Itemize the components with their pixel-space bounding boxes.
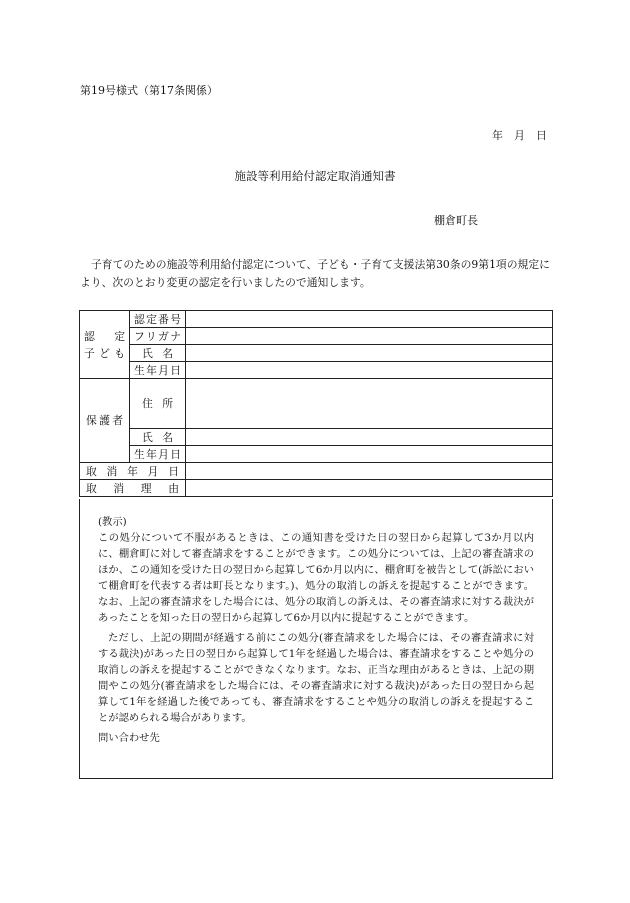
cancel-reason-label: 取消理由 <box>80 480 186 497</box>
child-birthdate-label: 生年月日 <box>130 362 186 379</box>
address-label: 住所 <box>130 379 186 429</box>
cert-number-field[interactable] <box>186 311 553 328</box>
form-number: 第19号様式（第17条関係） <box>80 84 218 97</box>
child-group-line1: 認 定 <box>84 329 125 343</box>
guardian-birthdate-label: 生年月日 <box>130 446 186 463</box>
child-birthdate-field[interactable] <box>186 362 553 379</box>
child-group-line2: 子ども <box>84 346 125 360</box>
body-text: 子育てのための施設等利用給付認定について、子ども・子育て支援法第30条の9第1項の規定により、次のとおり変更の認定を行いましたので通知します。 <box>80 258 550 289</box>
notice-box <box>79 499 553 779</box>
guardian-group-label: 保護者 <box>80 379 130 463</box>
certification-table <box>79 310 553 497</box>
furigana-label: フリガナ <box>130 328 186 345</box>
notice-para2: ただし、上記の期間が経過する前にこの処分(審査請求をした場合には、その審査請求に対する裁決)があった日の翌日から起算して1年を経過した場合は、審査請求をすることや処分の取消しの訴えを提起することができなくなります。なお、正当な理由があるときは、上記の期間やこの処分(審査請求をした場合には、その審査請求に対する裁決)があった日の翌日から起算して1年を経過した後であっても、審査請求をすることや処分の取消しの訴えを提起することが認められる場合があります。 <box>98 632 534 724</box>
cancel-date-field[interactable] <box>186 463 553 480</box>
issuer: 棚倉町長 <box>434 214 478 227</box>
cert-number-label: 認定番号 <box>130 311 186 328</box>
document-title: 施設等利用給付認定取消通知書 <box>234 169 396 183</box>
contact-label: 問い合わせ先 <box>98 732 160 744</box>
guardian-name-field[interactable] <box>186 429 553 446</box>
child-group-label <box>80 311 130 379</box>
notice-para1: この処分について不服があるときは、この通知書を受けた日の翌日から起算して3か月以内に、棚倉町に対して審査請求をすることができます。この処分については、上記の審査請求のほか、この通知を受けた日の翌日から起算して6か月以内に、棚倉町を被告として(訴訟において棚倉町を代表する者は町長となります。)、処分の取消しの訴えを提起することができます。なお、上記の審査請求をした場合には、処分の取消しの訴えは、その審査請求に対する裁決があったことを知った日の翌日から起算して6か月以内に提起することができます。 <box>98 532 534 624</box>
furigana-field[interactable] <box>186 328 553 345</box>
guardian-birthdate-field[interactable] <box>186 446 553 463</box>
cancel-reason-field[interactable] <box>186 480 553 497</box>
child-name-label: 氏名 <box>130 345 186 362</box>
child-name-field[interactable] <box>186 345 553 362</box>
address-field[interactable] <box>186 379 553 429</box>
notice-heading: (教示) <box>98 516 127 528</box>
guardian-name-label: 氏名 <box>130 429 186 446</box>
cancel-date-label: 取消年月日 <box>80 463 186 480</box>
date-placeholder: 年 月 日 <box>492 129 547 142</box>
